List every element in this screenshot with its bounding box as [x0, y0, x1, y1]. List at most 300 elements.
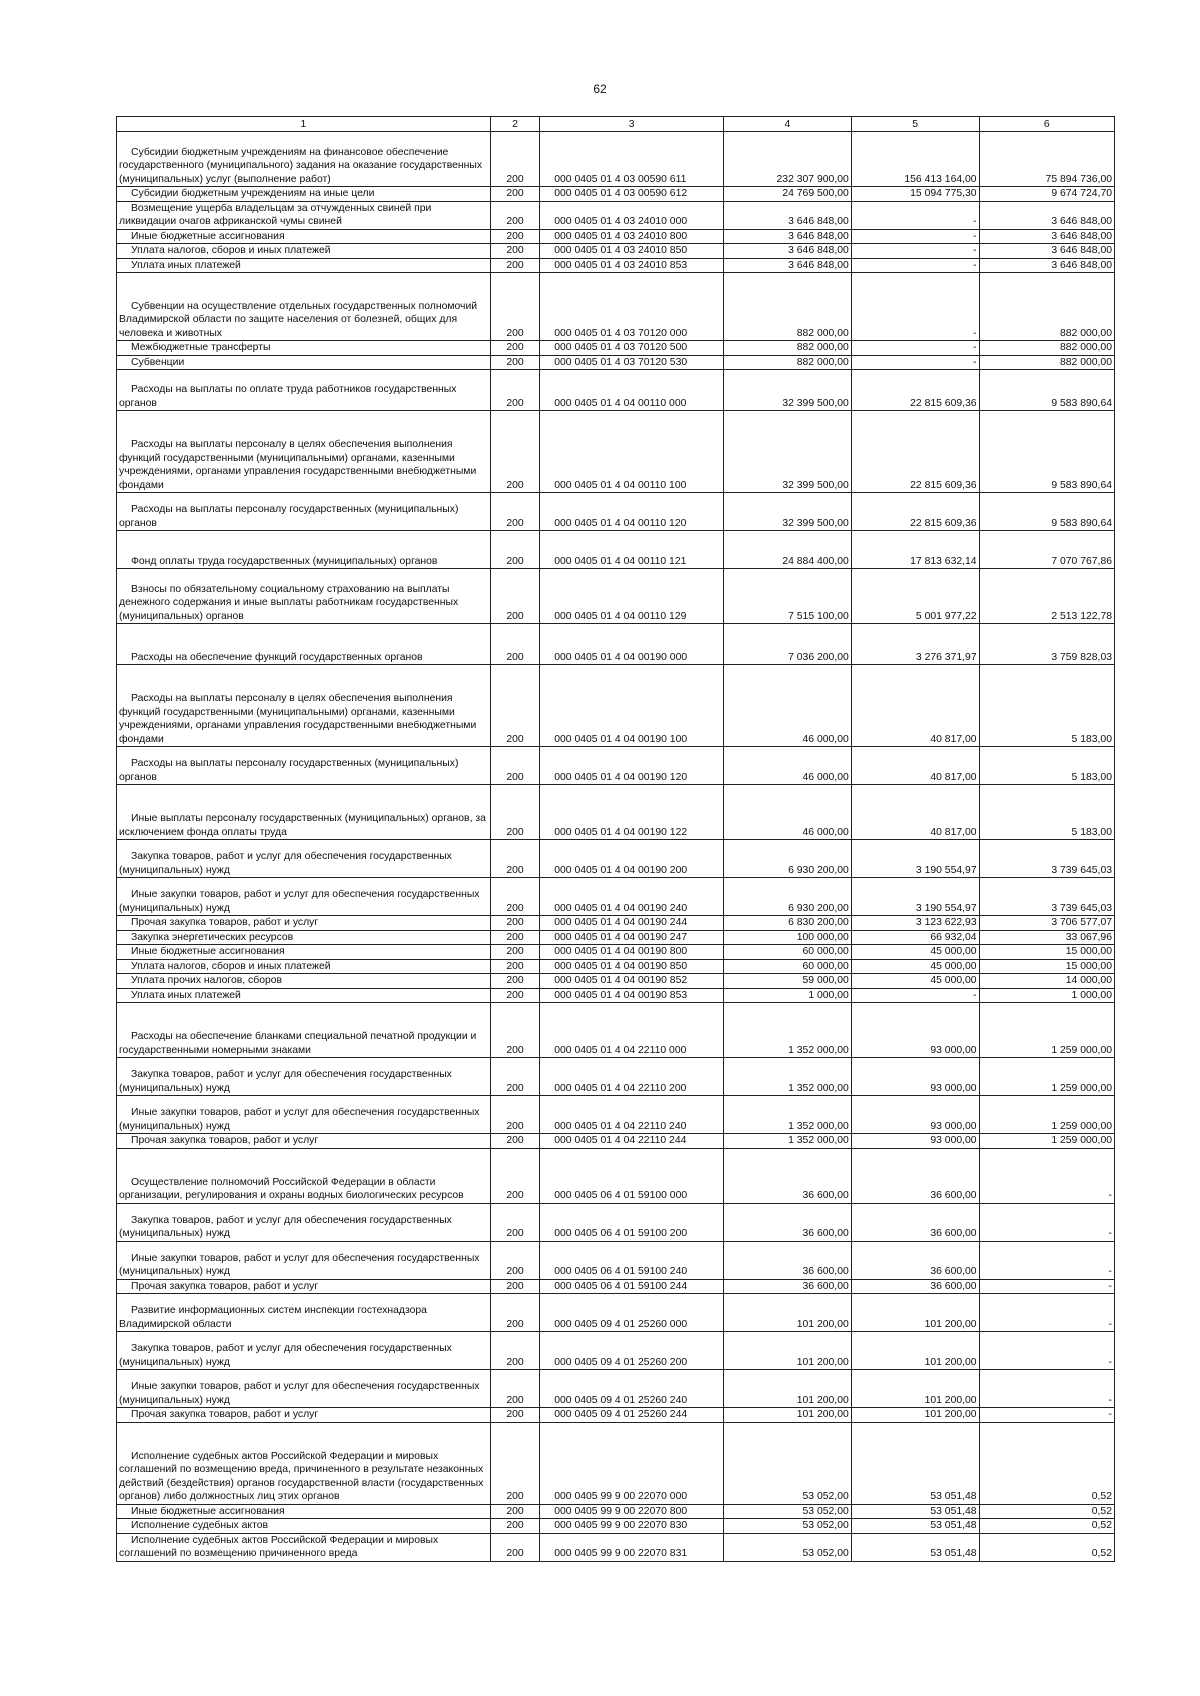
row-name-cell: [117, 1519, 491, 1534]
row-name-cell: [117, 201, 491, 229]
row-name: Прочая закупка товаров, работ и услуг: [131, 1409, 319, 1420]
row-admin-code: 200: [490, 187, 539, 202]
table-row: [117, 132, 1115, 187]
row-unexecuted-amount: 0,52: [979, 1533, 1114, 1561]
row-name-cell: [117, 341, 491, 356]
row-executed-amount: 22 815 609,36: [851, 370, 979, 411]
row-classification-code: 000 0405 01 4 03 70120 000: [540, 273, 724, 341]
row-executed-amount: 3 276 371,97: [851, 624, 979, 665]
row-name-cell: [117, 624, 491, 665]
row-executed-amount: -: [851, 273, 979, 341]
row-admin-code: 200: [490, 1058, 539, 1096]
row-admin-code: 200: [490, 341, 539, 356]
row-name-cell: [117, 370, 491, 411]
row-unexecuted-amount: 1 259 000,00: [979, 1096, 1114, 1134]
row-executed-amount: 93 000,00: [851, 1134, 979, 1149]
header-col-6: 6: [979, 117, 1114, 132]
row-name-cell: [117, 493, 491, 531]
row-classification-code: 000 0405 09 4 01 25260 000: [540, 1294, 724, 1332]
row-admin-code: 200: [490, 945, 539, 960]
row-name: Иные закупки товаров, работ и услуг для обеспечения государственных (муниципальных) нужд: [119, 1252, 480, 1277]
row-classification-code: 000 0405 01 4 03 70120 530: [540, 355, 724, 370]
row-admin-code: 200: [490, 840, 539, 878]
row-executed-amount: 101 200,00: [851, 1370, 979, 1408]
row-classification-code: 000 0405 01 4 03 00590 612: [540, 187, 724, 202]
row-unexecuted-amount: -: [979, 1203, 1114, 1241]
table-row: [117, 258, 1115, 273]
row-unexecuted-amount: 15 000,00: [979, 945, 1114, 960]
row-classification-code: 000 0405 09 4 01 25260 200: [540, 1332, 724, 1370]
table-row: [117, 273, 1115, 341]
row-executed-amount: 17 813 632,14: [851, 531, 979, 569]
budget-table: [116, 116, 1115, 1562]
row-executed-amount: 93 000,00: [851, 1003, 979, 1058]
row-unexecuted-amount: -: [979, 1148, 1114, 1203]
table-row: [117, 945, 1115, 960]
row-name: Прочая закупка товаров, работ и услуг: [131, 917, 319, 928]
row-executed-amount: -: [851, 988, 979, 1003]
row-classification-code: 000 0405 06 4 01 59100 244: [540, 1279, 724, 1294]
row-executed-amount: -: [851, 244, 979, 259]
row-unexecuted-amount: 5 183,00: [979, 747, 1114, 785]
row-name-cell: [117, 916, 491, 931]
row-unexecuted-amount: 3 646 848,00: [979, 258, 1114, 273]
row-executed-amount: 45 000,00: [851, 959, 979, 974]
row-name-cell: [117, 1408, 491, 1423]
header-col-1: 1: [117, 117, 491, 132]
row-classification-code: 000 0405 01 4 04 00110 000: [540, 370, 724, 411]
table-row: [117, 1422, 1115, 1504]
row-executed-amount: 53 051,48: [851, 1504, 979, 1519]
row-executed-amount: 45 000,00: [851, 974, 979, 989]
table-row: [117, 959, 1115, 974]
row-admin-code: 200: [490, 974, 539, 989]
row-executed-amount: 22 815 609,36: [851, 411, 979, 493]
row-unexecuted-amount: 1 000,00: [979, 988, 1114, 1003]
row-approved-amount: 882 000,00: [723, 355, 851, 370]
row-name-cell: [117, 1533, 491, 1561]
table-row: [117, 1096, 1115, 1134]
row-executed-amount: -: [851, 355, 979, 370]
row-approved-amount: 7 515 100,00: [723, 569, 851, 624]
row-name-cell: [117, 988, 491, 1003]
row-unexecuted-amount: 0,52: [979, 1422, 1114, 1504]
row-admin-code: 200: [490, 624, 539, 665]
row-classification-code: 000 0405 01 4 04 22110 244: [540, 1134, 724, 1149]
row-unexecuted-amount: 75 894 736,00: [979, 132, 1114, 187]
row-name-cell: [117, 878, 491, 916]
row-classification-code: 000 0405 09 4 01 25260 240: [540, 1370, 724, 1408]
table-row: [117, 1148, 1115, 1203]
table-row: [117, 1294, 1115, 1332]
row-admin-code: 200: [490, 355, 539, 370]
row-classification-code: 000 0405 01 4 04 00190 122: [540, 785, 724, 840]
row-name-cell: [117, 1422, 491, 1504]
row-approved-amount: 53 052,00: [723, 1504, 851, 1519]
row-approved-amount: 3 646 848,00: [723, 244, 851, 259]
row-name: Уплата налогов, сборов и иных платежей: [131, 245, 331, 256]
table-row: [117, 1241, 1115, 1279]
row-name-cell: [117, 187, 491, 202]
header-col-5: 5: [851, 117, 979, 132]
row-approved-amount: 60 000,00: [723, 945, 851, 960]
row-unexecuted-amount: 3 739 645,03: [979, 840, 1114, 878]
table-row: [117, 974, 1115, 989]
row-admin-code: 200: [490, 1422, 539, 1504]
row-approved-amount: 882 000,00: [723, 273, 851, 341]
row-approved-amount: 1 352 000,00: [723, 1134, 851, 1149]
row-executed-amount: 22 815 609,36: [851, 493, 979, 531]
row-classification-code: 000 0405 06 4 01 59100 000: [540, 1148, 724, 1203]
row-admin-code: 200: [490, 916, 539, 931]
row-admin-code: 200: [490, 1241, 539, 1279]
row-classification-code: 000 0405 99 9 00 22070 830: [540, 1519, 724, 1534]
row-unexecuted-amount: 9 674 724,70: [979, 187, 1114, 202]
table-row: [117, 747, 1115, 785]
table-row: [117, 988, 1115, 1003]
row-classification-code: 000 0405 01 4 04 00190 244: [540, 916, 724, 931]
row-executed-amount: 3 123 622,93: [851, 916, 979, 931]
row-approved-amount: 101 200,00: [723, 1370, 851, 1408]
row-name: Расходы на выплаты персоналу в целях обеспечения выполнения функций государственными (муниципальными) органами, казенными учреждениями, органами управления государственными внебюджетными фондами: [119, 439, 477, 491]
row-executed-amount: 53 051,48: [851, 1533, 979, 1561]
row-admin-code: 200: [490, 273, 539, 341]
row-name-cell: [117, 1370, 491, 1408]
row-unexecuted-amount: 3 646 848,00: [979, 244, 1114, 259]
table-row: [117, 1504, 1115, 1519]
row-unexecuted-amount: 2 513 122,78: [979, 569, 1114, 624]
row-approved-amount: 6 930 200,00: [723, 878, 851, 916]
row-approved-amount: 24 884 400,00: [723, 531, 851, 569]
row-classification-code: 000 0405 06 4 01 59100 240: [540, 1241, 724, 1279]
row-executed-amount: 45 000,00: [851, 945, 979, 960]
row-unexecuted-amount: -: [979, 1408, 1114, 1423]
table-row: [117, 531, 1115, 569]
row-classification-code: 000 0405 01 4 04 00190 853: [540, 988, 724, 1003]
row-name-cell: [117, 959, 491, 974]
row-admin-code: 200: [490, 1279, 539, 1294]
row-name: Иные закупки товаров, работ и услуг для обеспечения государственных (муниципальных) нужд: [119, 889, 480, 914]
table-row: [117, 916, 1115, 931]
row-name-cell: [117, 411, 491, 493]
row-classification-code: 000 0405 01 4 04 00110 100: [540, 411, 724, 493]
row-name-cell: [117, 1241, 491, 1279]
row-name-cell: [117, 747, 491, 785]
row-name: Исполнение судебных актов: [131, 1520, 269, 1531]
row-unexecuted-amount: 3 646 848,00: [979, 229, 1114, 244]
row-executed-amount: 101 200,00: [851, 1408, 979, 1423]
row-executed-amount: 93 000,00: [851, 1096, 979, 1134]
row-executed-amount: 5 001 977,22: [851, 569, 979, 624]
table-row: [117, 569, 1115, 624]
row-approved-amount: 46 000,00: [723, 785, 851, 840]
row-unexecuted-amount: 33 067,96: [979, 930, 1114, 945]
row-name-cell: [117, 1504, 491, 1519]
row-classification-code: 000 0405 99 9 00 22070 831: [540, 1533, 724, 1561]
header-col-3: 3: [540, 117, 724, 132]
table-row: [117, 1533, 1115, 1561]
row-name-cell: [117, 1096, 491, 1134]
row-classification-code: 000 0405 01 4 04 00190 100: [540, 665, 724, 747]
row-unexecuted-amount: 3 759 828,03: [979, 624, 1114, 665]
row-executed-amount: 66 932,04: [851, 930, 979, 945]
row-executed-amount: 3 190 554,97: [851, 840, 979, 878]
row-approved-amount: 6 930 200,00: [723, 840, 851, 878]
row-name: Межбюджетные трансферты: [131, 342, 271, 353]
row-name: Иные выплаты персоналу государственных (муниципальных) органов, за исключением фонда оплаты труда: [119, 813, 486, 838]
row-classification-code: 000 0405 99 9 00 22070 800: [540, 1504, 724, 1519]
row-name-cell: [117, 531, 491, 569]
row-admin-code: 200: [490, 1332, 539, 1370]
row-classification-code: 000 0405 01 4 03 70120 500: [540, 341, 724, 356]
row-approved-amount: 1 000,00: [723, 988, 851, 1003]
row-executed-amount: 3 190 554,97: [851, 878, 979, 916]
row-name-cell: [117, 1279, 491, 1294]
row-admin-code: 200: [490, 370, 539, 411]
row-executed-amount: 40 817,00: [851, 785, 979, 840]
table-row: [117, 229, 1115, 244]
row-classification-code: 000 0405 09 4 01 25260 244: [540, 1408, 724, 1423]
row-unexecuted-amount: 0,52: [979, 1519, 1114, 1534]
row-unexecuted-amount: 3 646 848,00: [979, 201, 1114, 229]
row-unexecuted-amount: 1 259 000,00: [979, 1134, 1114, 1149]
row-name-cell: [117, 258, 491, 273]
table-body: [117, 132, 1115, 1562]
row-approved-amount: 1 352 000,00: [723, 1058, 851, 1096]
table-row: [117, 201, 1115, 229]
row-admin-code: 200: [490, 201, 539, 229]
row-name: Расходы на обеспечение бланками специальной печатной продукции и государственными номерными знаками: [119, 1031, 477, 1056]
table-row: [117, 878, 1115, 916]
row-executed-amount: 156 413 164,00: [851, 132, 979, 187]
row-classification-code: 000 0405 01 4 04 22110 240: [540, 1096, 724, 1134]
row-approved-amount: 24 769 500,00: [723, 187, 851, 202]
table-row: [117, 370, 1115, 411]
header-col-2: 2: [490, 117, 539, 132]
table-row: [117, 1332, 1115, 1370]
row-approved-amount: 60 000,00: [723, 959, 851, 974]
row-executed-amount: 53 051,48: [851, 1519, 979, 1534]
row-unexecuted-amount: 5 183,00: [979, 785, 1114, 840]
row-name: Осуществление полномочий Российской Федерации в области организации, регулирования и охраны водных биологических ресурсов: [119, 1176, 464, 1201]
row-name-cell: [117, 840, 491, 878]
row-name: Прочая закупка товаров, работ и услуг: [131, 1280, 319, 1292]
row-unexecuted-amount: 882 000,00: [979, 355, 1114, 370]
table-row: [117, 1370, 1115, 1408]
row-name: Уплата иных платежей: [131, 989, 241, 1001]
row-admin-code: 200: [490, 1203, 539, 1241]
row-approved-amount: 53 052,00: [723, 1422, 851, 1504]
row-approved-amount: 3 646 848,00: [723, 258, 851, 273]
row-name-cell: [117, 1294, 491, 1332]
row-name: Исполнение судебных актов Российской Федерации и мировых соглашений по возмещению вреда, причиненного в результате незаконных действий (бездействия) органов государственной власти (государственных органов) либо должностных лиц этих органов: [119, 1450, 484, 1502]
row-admin-code: 200: [490, 1504, 539, 1519]
row-approved-amount: 882 000,00: [723, 341, 851, 356]
row-admin-code: 200: [490, 988, 539, 1003]
row-admin-code: 200: [490, 1294, 539, 1332]
row-executed-amount: 36 600,00: [851, 1203, 979, 1241]
row-admin-code: 200: [490, 1408, 539, 1423]
row-approved-amount: 1 352 000,00: [723, 1096, 851, 1134]
row-approved-amount: 101 200,00: [723, 1332, 851, 1370]
row-classification-code: 000 0405 01 4 04 00190 120: [540, 747, 724, 785]
row-admin-code: 200: [490, 1096, 539, 1134]
row-unexecuted-amount: 882 000,00: [979, 341, 1114, 356]
row-name-cell: [117, 1332, 491, 1370]
row-name-cell: [117, 132, 491, 187]
row-admin-code: 200: [490, 1148, 539, 1203]
row-executed-amount: 53 051,48: [851, 1422, 979, 1504]
table-row: [117, 1203, 1115, 1241]
row-unexecuted-amount: 5 183,00: [979, 665, 1114, 747]
row-approved-amount: 36 600,00: [723, 1148, 851, 1203]
row-approved-amount: 59 000,00: [723, 974, 851, 989]
row-approved-amount: 3 646 848,00: [723, 229, 851, 244]
row-unexecuted-amount: 882 000,00: [979, 273, 1114, 341]
row-name: Прочая закупка товаров, работ и услуг: [131, 1135, 319, 1146]
row-admin-code: 200: [490, 930, 539, 945]
row-name: Расходы на выплаты персоналу государственных (муниципальных) органов: [119, 758, 459, 783]
row-classification-code: 000 0405 01 4 04 00190 247: [540, 930, 724, 945]
row-name-cell: [117, 785, 491, 840]
row-name-cell: [117, 1058, 491, 1096]
row-unexecuted-amount: -: [979, 1241, 1114, 1279]
table-row: [117, 665, 1115, 747]
row-name: Фонд оплаты труда государственных (муниципальных) органов: [131, 555, 438, 567]
row-executed-amount: -: [851, 341, 979, 356]
row-name: Субсидии бюджетным учреждениям на финансовое обеспечение государственного (муниципального) задания на оказание государственных (муниципальных) услуг (выполнение работ): [119, 146, 483, 185]
row-approved-amount: 32 399 500,00: [723, 493, 851, 531]
row-name-cell: [117, 569, 491, 624]
row-admin-code: 200: [490, 1134, 539, 1149]
header-col-4: 4: [723, 117, 851, 132]
row-name: Развитие информационных систем инспекции гостехнадзора Владимирской области: [119, 1305, 427, 1330]
row-name: Субсидии бюджетным учреждениям на иные цели: [131, 188, 375, 199]
row-unexecuted-amount: -: [979, 1370, 1114, 1408]
row-name: Иные закупки товаров, работ и услуг для обеспечения государственных (муниципальных) нужд: [119, 1107, 480, 1132]
row-name: Закупка товаров, работ и услуг для обеспечения государственных (муниципальных) нужд: [119, 1214, 452, 1239]
row-classification-code: 000 0405 01 4 03 00590 611: [540, 132, 724, 187]
row-name-cell: [117, 930, 491, 945]
row-executed-amount: 40 817,00: [851, 747, 979, 785]
row-approved-amount: 232 307 900,00: [723, 132, 851, 187]
row-classification-code: 000 0405 01 4 03 24010 853: [540, 258, 724, 273]
table-row: [117, 341, 1115, 356]
table-row: [117, 355, 1115, 370]
row-executed-amount: 101 200,00: [851, 1294, 979, 1332]
row-name-cell: [117, 974, 491, 989]
row-name-cell: [117, 244, 491, 259]
row-executed-amount: 36 600,00: [851, 1148, 979, 1203]
row-approved-amount: 46 000,00: [723, 747, 851, 785]
row-approved-amount: 32 399 500,00: [723, 411, 851, 493]
row-classification-code: 000 0405 01 4 04 00110 129: [540, 569, 724, 624]
row-admin-code: 200: [490, 493, 539, 531]
row-admin-code: 200: [490, 959, 539, 974]
row-admin-code: 200: [490, 244, 539, 259]
row-name-cell: [117, 1134, 491, 1149]
row-classification-code: 000 0405 01 4 04 00190 200: [540, 840, 724, 878]
row-approved-amount: 6 830 200,00: [723, 916, 851, 931]
row-name: Иные бюджетные ассигнования: [131, 946, 285, 957]
row-admin-code: 200: [490, 785, 539, 840]
row-approved-amount: 36 600,00: [723, 1203, 851, 1241]
row-classification-code: 000 0405 01 4 04 00110 121: [540, 531, 724, 569]
table-row: [117, 1003, 1115, 1058]
row-name: Уплата налогов, сборов и иных платежей: [131, 960, 331, 972]
row-name: Иные бюджетные ассигнования: [131, 1505, 285, 1517]
row-name: Исполнение судебных актов Российской Федерации и мировых соглашений по возмещению причиненного вреда: [119, 1534, 439, 1559]
row-unexecuted-amount: 0,52: [979, 1504, 1114, 1519]
row-classification-code: 000 0405 01 4 04 22110 200: [540, 1058, 724, 1096]
table-row: [117, 624, 1115, 665]
row-name: Расходы на выплаты по оплате труда работников государственных органов: [119, 384, 457, 409]
table-row: [117, 930, 1115, 945]
table-row: [117, 1058, 1115, 1096]
table-row: [117, 1408, 1115, 1423]
row-name: Субвенции: [131, 356, 185, 368]
row-admin-code: 200: [490, 531, 539, 569]
row-approved-amount: 53 052,00: [723, 1533, 851, 1561]
row-classification-code: 000 0405 01 4 04 00190 852: [540, 974, 724, 989]
row-approved-amount: 101 200,00: [723, 1408, 851, 1423]
row-approved-amount: 46 000,00: [723, 665, 851, 747]
row-unexecuted-amount: 9 583 890,64: [979, 411, 1114, 493]
row-name-cell: [117, 665, 491, 747]
row-admin-code: 200: [490, 411, 539, 493]
row-admin-code: 200: [490, 258, 539, 273]
row-name: Расходы на обеспечение функций государственных органов: [131, 651, 423, 663]
row-unexecuted-amount: 3 739 645,03: [979, 878, 1114, 916]
row-name-cell: [117, 273, 491, 341]
table-row: [117, 1519, 1115, 1534]
table-row: [117, 493, 1115, 531]
row-executed-amount: 36 600,00: [851, 1279, 979, 1294]
row-executed-amount: 36 600,00: [851, 1241, 979, 1279]
row-executed-amount: 40 817,00: [851, 665, 979, 747]
row-name: Закупка энергетических ресурсов: [131, 931, 294, 943]
table-row: [117, 411, 1115, 493]
row-approved-amount: 36 600,00: [723, 1279, 851, 1294]
row-approved-amount: 7 036 200,00: [723, 624, 851, 665]
row-approved-amount: 3 646 848,00: [723, 201, 851, 229]
row-classification-code: 000 0405 01 4 04 00110 120: [540, 493, 724, 531]
header-row: [117, 117, 1115, 132]
row-admin-code: 200: [490, 1533, 539, 1561]
row-name: Расходы на выплаты персоналу государственных (муниципальных) органов: [119, 504, 459, 529]
row-unexecuted-amount: 14 000,00: [979, 974, 1114, 989]
row-name: Возмещение ущерба владельцам за отчужденных свиней при ликвидации очагов африканской чумы свиней: [119, 202, 432, 227]
row-approved-amount: 53 052,00: [723, 1519, 851, 1534]
row-name-cell: [117, 1148, 491, 1203]
row-name: Уплата иных платежей: [131, 259, 241, 271]
table-row: [117, 840, 1115, 878]
row-classification-code: 000 0405 01 4 04 00190 240: [540, 878, 724, 916]
page-number: 62: [593, 82, 607, 96]
row-name-cell: [117, 229, 491, 244]
row-executed-amount: 101 200,00: [851, 1332, 979, 1370]
row-executed-amount: -: [851, 229, 979, 244]
row-executed-amount: -: [851, 201, 979, 229]
row-classification-code: 000 0405 01 4 03 24010 850: [540, 244, 724, 259]
row-unexecuted-amount: 7 070 767,86: [979, 531, 1114, 569]
row-name: Расходы на выплаты персоналу в целях обеспечения выполнения функций государственными (муниципальными) органами, казенными учреждениями, органами управления государственными внебюджетными фондами: [119, 693, 477, 745]
row-admin-code: 200: [490, 747, 539, 785]
row-classification-code: 000 0405 01 4 04 22110 000: [540, 1003, 724, 1058]
row-approved-amount: 36 600,00: [723, 1241, 851, 1279]
row-admin-code: 200: [490, 229, 539, 244]
row-classification-code: 000 0405 01 4 03 24010 000: [540, 201, 724, 229]
